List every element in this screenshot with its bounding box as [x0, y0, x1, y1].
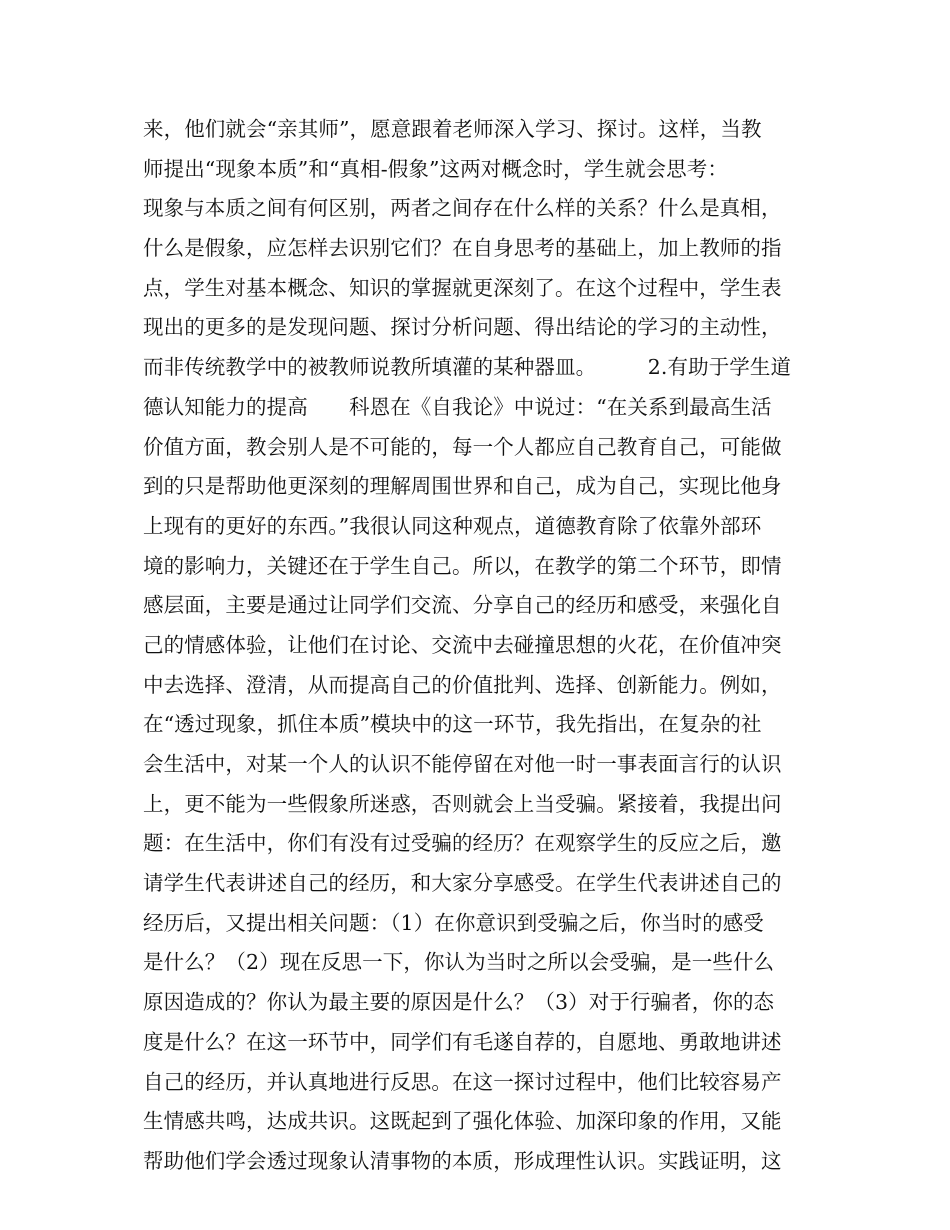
text-line: 感层面，主要是通过让同学们交流、分享自己的经历和感受，来强化自 [143, 593, 782, 618]
text-line: 帮助他们学会透过现象认清事物的本质，形成理性认识。实践证明，这 [143, 1148, 782, 1173]
text-line: 经历后，又提出相关问题：（1）在你意识到受骗之后，你当时的感受 [143, 910, 764, 935]
text-line: 来，他们就会“亲其师”，愿意跟着老师深入学习、探讨。这样，当教 [143, 117, 762, 141]
text-line: 上现有的更好的东西。”我很认同这种观点，道德教育除了依靠外部环 [143, 513, 762, 538]
text-line: 在“透过现象，抓住本质”模块中的这一环节，我先指出，在复杂的社 [143, 712, 762, 737]
text-line: 现象与本质之间有何区别，两者之间存在什么样的关系？什么是真相， [143, 196, 782, 221]
text-line: 德认知能力的提高 科恩在《自我论》中说过：“在关系到最高生活 [143, 394, 772, 419]
text-line: 原因造成的？你认为最主要的原因是什么？（3）对于行骗者，你的态 [143, 990, 775, 1015]
text-line: 中去选择、澄清，从而提高自己的价值批判、选择、创新能力。例如， [143, 672, 782, 697]
text-line: 请学生代表讲述自己的经历，和大家分享感受。在学生代表讲述自己的 [143, 871, 782, 896]
text-line: 是什么？（2）现在反思一下，你认为当时之所以会受骗，是一些什么 [143, 950, 775, 975]
text-line: 题：在生活中，你们有没有过受骗的经历？在观察学生的反应之后，邀 [143, 831, 782, 856]
text-line: 度是什么？在这一环节中，同学们有毛遂自荐的，自愿地、勇敢地讲述 [143, 1029, 782, 1054]
text-line: 生情感共鸣，达成共识。这既起到了强化体验、加深印象的作用，又能 [143, 1109, 782, 1134]
text-line: 上，更不能为一些假象所迷惑，否则就会上当受骗。紧接着，我提出问 [143, 791, 782, 816]
text-line: 己的情感体验，让他们在讨论、交流中去碰撞思想的火花，在价值冲突 [143, 632, 782, 657]
text-line: 现出的更多的是发现问题、探讨分析问题、得出结论的学习的主动性， [143, 315, 782, 340]
text-line: 到的只是帮助他更深刻的理解周围世界和自己，成为自己，实现比他身 [143, 474, 782, 499]
text-line: 会生活中，对某一个人的认识不能停留在对他一时一事表面言行的认识 [143, 752, 782, 776]
text-line: 价值方面，教会别人是不可能的，每一个人都应自己教育自己，可能做 [143, 434, 782, 459]
text-line: 点，学生对基本概念、知识的掌握就更深刻了。在这个过程中，学生表 [143, 275, 782, 300]
text-line: 什么是假象，应怎样去识别它们？在自身思考的基础上，加上教师的指 [143, 236, 782, 261]
text-line: 境的影响力，关键还在于学生自己。所以，在教学的第二个环节，即情 [143, 553, 782, 578]
text-line: 师提出“现象本质”和“真相-假象”这两对概念时，学生就会思考： [143, 156, 728, 181]
text-line: 而非传统教学中的被教师说教所填灌的某种器皿。 2.有助于学生道 [143, 355, 792, 380]
body-paragraph [143, 110, 823, 1182]
text-line: 自己的经历，并认真地进行反思。在这一探讨过程中，他们比较容易产 [143, 1069, 782, 1094]
